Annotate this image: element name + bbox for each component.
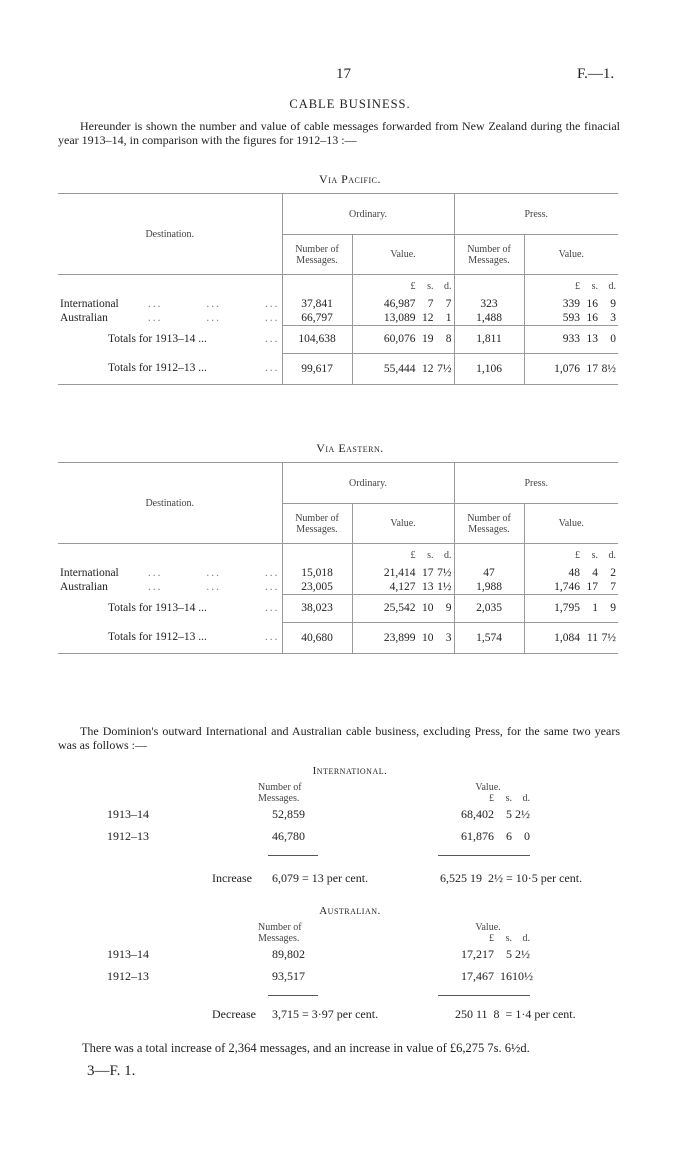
pounds-unit: £ bbox=[575, 549, 580, 561]
pounds-value: 593 bbox=[562, 311, 580, 324]
row-label-text: International bbox=[60, 567, 119, 579]
row-label-text: International bbox=[60, 298, 119, 310]
spacer-cell bbox=[58, 275, 282, 298]
value-header: Value. bbox=[475, 782, 501, 793]
table-row bbox=[58, 566, 618, 580]
ordinary-value bbox=[352, 594, 454, 622]
leader-dots: ... bbox=[264, 333, 280, 345]
spacer-cell bbox=[282, 275, 352, 298]
pence-value: 0 bbox=[610, 333, 616, 345]
row-label bbox=[58, 622, 282, 653]
pence-value: 7 bbox=[445, 298, 452, 310]
shillings-unit: s. bbox=[427, 549, 434, 561]
pence-value: 2½ bbox=[515, 807, 530, 821]
row-label-text: Australian bbox=[60, 312, 108, 324]
ordinary-value bbox=[352, 297, 454, 311]
pence-value: 1 bbox=[445, 311, 452, 324]
table-title-eastern: Via Eastern. bbox=[316, 441, 384, 455]
pounds-value: 46,987 bbox=[383, 298, 416, 310]
pounds-unit: £ bbox=[410, 280, 416, 292]
pence-value: 8 bbox=[445, 333, 452, 345]
spacer-cell bbox=[454, 275, 524, 298]
row-label bbox=[58, 311, 282, 325]
row-label bbox=[58, 325, 282, 353]
footer-reference: 3—F. 1. bbox=[87, 1063, 136, 1079]
pounds-value: 339 bbox=[562, 298, 580, 310]
table-row bbox=[58, 594, 618, 622]
eastern-table bbox=[58, 462, 618, 654]
pounds-value: 23,899 bbox=[383, 631, 416, 644]
pence-value: 7 bbox=[610, 580, 616, 593]
shillings-value: 13 bbox=[422, 580, 434, 593]
press-messages: 323 bbox=[454, 297, 524, 311]
pounds-unit: £ bbox=[489, 793, 494, 804]
shillings-value: 5 bbox=[506, 807, 512, 821]
messages-value: 46,780 bbox=[272, 829, 305, 843]
change-messages: 6,079 = 13 per cent. bbox=[272, 871, 369, 885]
pence-unit: d. bbox=[444, 549, 452, 561]
pence-value: 10½ bbox=[512, 969, 533, 983]
pence-value: 7½ bbox=[601, 631, 616, 644]
shillings-value: 17 bbox=[422, 567, 434, 579]
ordinary-messages: 40,680 bbox=[282, 622, 352, 653]
shillings-value: 10 bbox=[422, 631, 434, 644]
summary-title: International. bbox=[312, 765, 388, 777]
pounds-value: 25,542 bbox=[383, 602, 416, 614]
rule bbox=[438, 855, 530, 856]
units-row bbox=[438, 933, 530, 944]
row-label bbox=[58, 297, 282, 311]
press-messages: 1,488 bbox=[454, 311, 524, 325]
pence-value: 7½ bbox=[437, 567, 452, 579]
pence-unit: d. bbox=[522, 793, 530, 804]
pence-value: 3 bbox=[610, 311, 616, 324]
shillings-unit: s. bbox=[591, 280, 598, 292]
shillings-value: 11 bbox=[586, 631, 598, 644]
pence-value: 9 bbox=[610, 602, 616, 614]
pacific-table bbox=[58, 193, 618, 385]
pounds-unit: £ bbox=[575, 280, 580, 292]
messages-value: 93,517 bbox=[272, 969, 305, 983]
pounds-value: 1,084 bbox=[554, 631, 580, 644]
header-row bbox=[58, 194, 618, 235]
pence-unit: d. bbox=[608, 549, 616, 561]
pounds-value: 48 bbox=[568, 567, 580, 579]
leader-dots: ... bbox=[264, 362, 280, 375]
press-value bbox=[524, 566, 618, 580]
row-label bbox=[58, 566, 282, 580]
pounds-value: 933 bbox=[562, 333, 580, 345]
row-label-text: Totals for 1913–14 ... bbox=[108, 602, 207, 614]
shillings-value: 7 bbox=[427, 298, 434, 310]
ordinary-value bbox=[352, 566, 454, 580]
value-header: Value. bbox=[524, 504, 618, 544]
messages-value: 89,802 bbox=[272, 947, 305, 961]
destination-header: Destination. bbox=[58, 194, 282, 275]
press-messages: 1,811 bbox=[454, 325, 524, 353]
ordinary-messages: 104,638 bbox=[282, 325, 352, 353]
pence-value: 0 bbox=[524, 829, 530, 843]
table-row bbox=[58, 325, 618, 353]
ordinary-header: Ordinary. bbox=[282, 194, 454, 235]
row-label bbox=[58, 594, 282, 622]
number-of-messages-header: Number of Messages. bbox=[282, 235, 352, 275]
leader-dots: ... bbox=[264, 631, 280, 644]
press-messages: 2,035 bbox=[454, 594, 524, 622]
table-row bbox=[58, 622, 618, 653]
rule bbox=[268, 995, 318, 996]
ordinary-value bbox=[352, 580, 454, 594]
pence-unit: d. bbox=[444, 280, 452, 292]
spacer-cell bbox=[454, 544, 524, 567]
row-label-text: Totals for 1912–13 ... bbox=[108, 631, 207, 644]
pence-value: 1½ bbox=[437, 580, 452, 593]
shillings-value: 12 bbox=[422, 311, 434, 324]
pounds-value: 1,746 bbox=[554, 580, 580, 593]
units-row bbox=[438, 793, 530, 804]
row-label bbox=[58, 580, 282, 594]
change-label: Decrease bbox=[212, 1007, 256, 1021]
leader-dots: ... ... ... bbox=[147, 567, 280, 579]
shillings-value: 10 bbox=[422, 602, 434, 614]
units-row bbox=[58, 544, 618, 567]
ordinary-value bbox=[352, 311, 454, 325]
ordinary-messages: 15,018 bbox=[282, 566, 352, 580]
row-label-text: Totals for 1913–14 ... bbox=[108, 333, 207, 345]
change-messages: 3,715 = 3·97 per cent. bbox=[272, 1007, 379, 1021]
leader-dots: ... ... ... bbox=[147, 581, 280, 593]
pounds-value: 17,217 bbox=[461, 947, 494, 961]
shillings-unit: s. bbox=[427, 280, 434, 292]
press-value bbox=[524, 325, 618, 353]
pence-value: 9 bbox=[445, 602, 452, 614]
units-cell bbox=[524, 275, 618, 298]
ordinary-messages: 38,023 bbox=[282, 594, 352, 622]
ordinary-messages: 23,005 bbox=[282, 580, 352, 594]
number-of-messages-header: Number of Messages. bbox=[258, 922, 302, 944]
pence-unit: d. bbox=[522, 933, 530, 944]
ordinary-messages: 66,797 bbox=[282, 311, 352, 325]
ordinary-messages: 99,617 bbox=[282, 353, 352, 384]
leader-dots: ... ... ... bbox=[147, 312, 280, 324]
change-label: Increase bbox=[212, 871, 252, 885]
press-header: Press. bbox=[454, 194, 618, 235]
shillings-value: 19 bbox=[422, 333, 434, 345]
conclusion: There was a total increase of 2,364 messages, and an increase in value of £6,275 7s. 6½d. bbox=[82, 1041, 530, 1055]
document-reference: F.—1. bbox=[577, 66, 615, 82]
shillings-unit: s. bbox=[591, 549, 598, 561]
messages-value: 52,859 bbox=[272, 807, 305, 821]
summary-title: Australian. bbox=[319, 905, 381, 917]
page-title: CABLE BUSINESS. bbox=[289, 97, 411, 111]
row-label-text: Australian bbox=[60, 581, 108, 593]
year-label: 1913–14 bbox=[107, 807, 149, 821]
shillings-value: 16 bbox=[586, 298, 598, 310]
row-label bbox=[58, 353, 282, 384]
table-title-pacific: Via Pacific. bbox=[318, 172, 381, 186]
pence-value: 2½ bbox=[515, 947, 530, 961]
row-label-text: Totals for 1912–13 ... bbox=[108, 362, 207, 375]
pounds-value: 13,089 bbox=[383, 311, 416, 324]
rule bbox=[268, 855, 318, 856]
shillings-value: 13 bbox=[586, 333, 598, 345]
pence-value: 8½ bbox=[601, 362, 616, 375]
page-number: 17 bbox=[336, 66, 351, 82]
pence-value: 2 bbox=[610, 567, 616, 579]
pounds-unit: £ bbox=[489, 933, 494, 944]
table-row bbox=[58, 311, 618, 325]
pounds-value: 68,402 bbox=[461, 807, 494, 821]
shillings-value: 1 bbox=[592, 602, 598, 614]
shillings-value: 17 bbox=[586, 580, 598, 593]
shillings-value: 17 bbox=[586, 362, 598, 375]
pounds-value: 17,467 bbox=[461, 969, 494, 983]
rule bbox=[438, 995, 530, 996]
shillings-value: 16 bbox=[586, 311, 598, 324]
intro-paragraph: Hereunder is shown the number and value of cable messages forwarded from New Zealand during the finacial year 1913–14, in comparison with the figures for 1912–13 :— bbox=[58, 119, 620, 147]
ordinary-header: Ordinary. bbox=[282, 463, 454, 504]
leader-dots: ... ... ... bbox=[147, 298, 280, 310]
pounds-value: 1,795 bbox=[554, 602, 580, 614]
destination-header: Destination. bbox=[58, 463, 282, 544]
pounds-value: 1,076 bbox=[554, 362, 580, 375]
press-messages: 1,106 bbox=[454, 353, 524, 384]
value-header: Value. bbox=[475, 922, 501, 933]
units-cell bbox=[524, 544, 618, 567]
value-amount bbox=[425, 947, 530, 962]
shillings-value: 12 bbox=[422, 362, 434, 375]
ordinary-value bbox=[352, 325, 454, 353]
change-value: 250 11 8 = 1·4 per cent. bbox=[455, 1007, 576, 1021]
change-value: 6,525 19 2½ = 10·5 per cent. bbox=[440, 871, 583, 885]
shillings-value: 6 bbox=[506, 829, 512, 843]
year-label: 1913–14 bbox=[107, 947, 149, 961]
australian-summary bbox=[0, 905, 700, 1035]
shillings-unit: s. bbox=[505, 933, 512, 944]
pence-value: 3 bbox=[445, 631, 452, 644]
value-amount bbox=[425, 807, 530, 822]
press-value bbox=[524, 353, 618, 384]
pence-value: 9 bbox=[610, 298, 616, 310]
press-header: Press. bbox=[454, 463, 618, 504]
value-header: Value. bbox=[352, 504, 454, 544]
press-messages: 47 bbox=[454, 566, 524, 580]
press-value bbox=[524, 311, 618, 325]
year-label: 1912–13 bbox=[107, 829, 149, 843]
press-messages: 1,988 bbox=[454, 580, 524, 594]
spacer-cell bbox=[282, 544, 352, 567]
spacer-cell bbox=[58, 544, 282, 567]
table-row bbox=[58, 353, 618, 384]
shillings-value: 4 bbox=[592, 567, 598, 579]
pounds-value: 60,076 bbox=[383, 333, 416, 345]
press-value bbox=[524, 580, 618, 594]
press-value bbox=[524, 297, 618, 311]
value-header: Value. bbox=[352, 235, 454, 275]
shillings-unit: s. bbox=[505, 793, 512, 804]
international-summary bbox=[0, 765, 700, 895]
units-cell bbox=[352, 544, 454, 567]
units-cell bbox=[352, 275, 454, 298]
pounds-value: 61,876 bbox=[461, 829, 494, 843]
year-label: 1912–13 bbox=[107, 969, 149, 983]
value-header: Value. bbox=[524, 235, 618, 275]
press-value bbox=[524, 594, 618, 622]
header-row bbox=[58, 463, 618, 504]
pounds-value: 4,127 bbox=[389, 580, 416, 593]
value-amount bbox=[425, 969, 533, 984]
number-of-messages-header: Number of Messages. bbox=[454, 504, 524, 544]
pence-unit: d. bbox=[608, 280, 616, 292]
number-of-messages-header: Number of Messages. bbox=[258, 782, 302, 804]
press-messages: 1,574 bbox=[454, 622, 524, 653]
pence-value: 7½ bbox=[437, 362, 452, 375]
pounds-value: 55,444 bbox=[383, 362, 416, 375]
table-row bbox=[58, 580, 618, 594]
ordinary-value bbox=[352, 622, 454, 653]
units-row bbox=[58, 275, 618, 298]
ordinary-messages: 37,841 bbox=[282, 297, 352, 311]
leader-dots: ... bbox=[264, 602, 280, 614]
number-of-messages-header: Number of Messages. bbox=[454, 235, 524, 275]
press-value bbox=[524, 622, 618, 653]
pounds-value: 21,414 bbox=[383, 567, 416, 579]
ordinary-value bbox=[352, 353, 454, 384]
value-amount bbox=[425, 829, 530, 844]
summary-intro: The Dominion's outward International and Australian cable business, excluding Press, for the same two years was as follows :— bbox=[58, 724, 620, 752]
shillings-value: 5 bbox=[506, 947, 512, 961]
number-of-messages-header: Number of Messages. bbox=[282, 504, 352, 544]
shillings-value: 16 bbox=[500, 969, 512, 983]
pounds-unit: £ bbox=[410, 549, 416, 561]
table-row bbox=[58, 297, 618, 311]
